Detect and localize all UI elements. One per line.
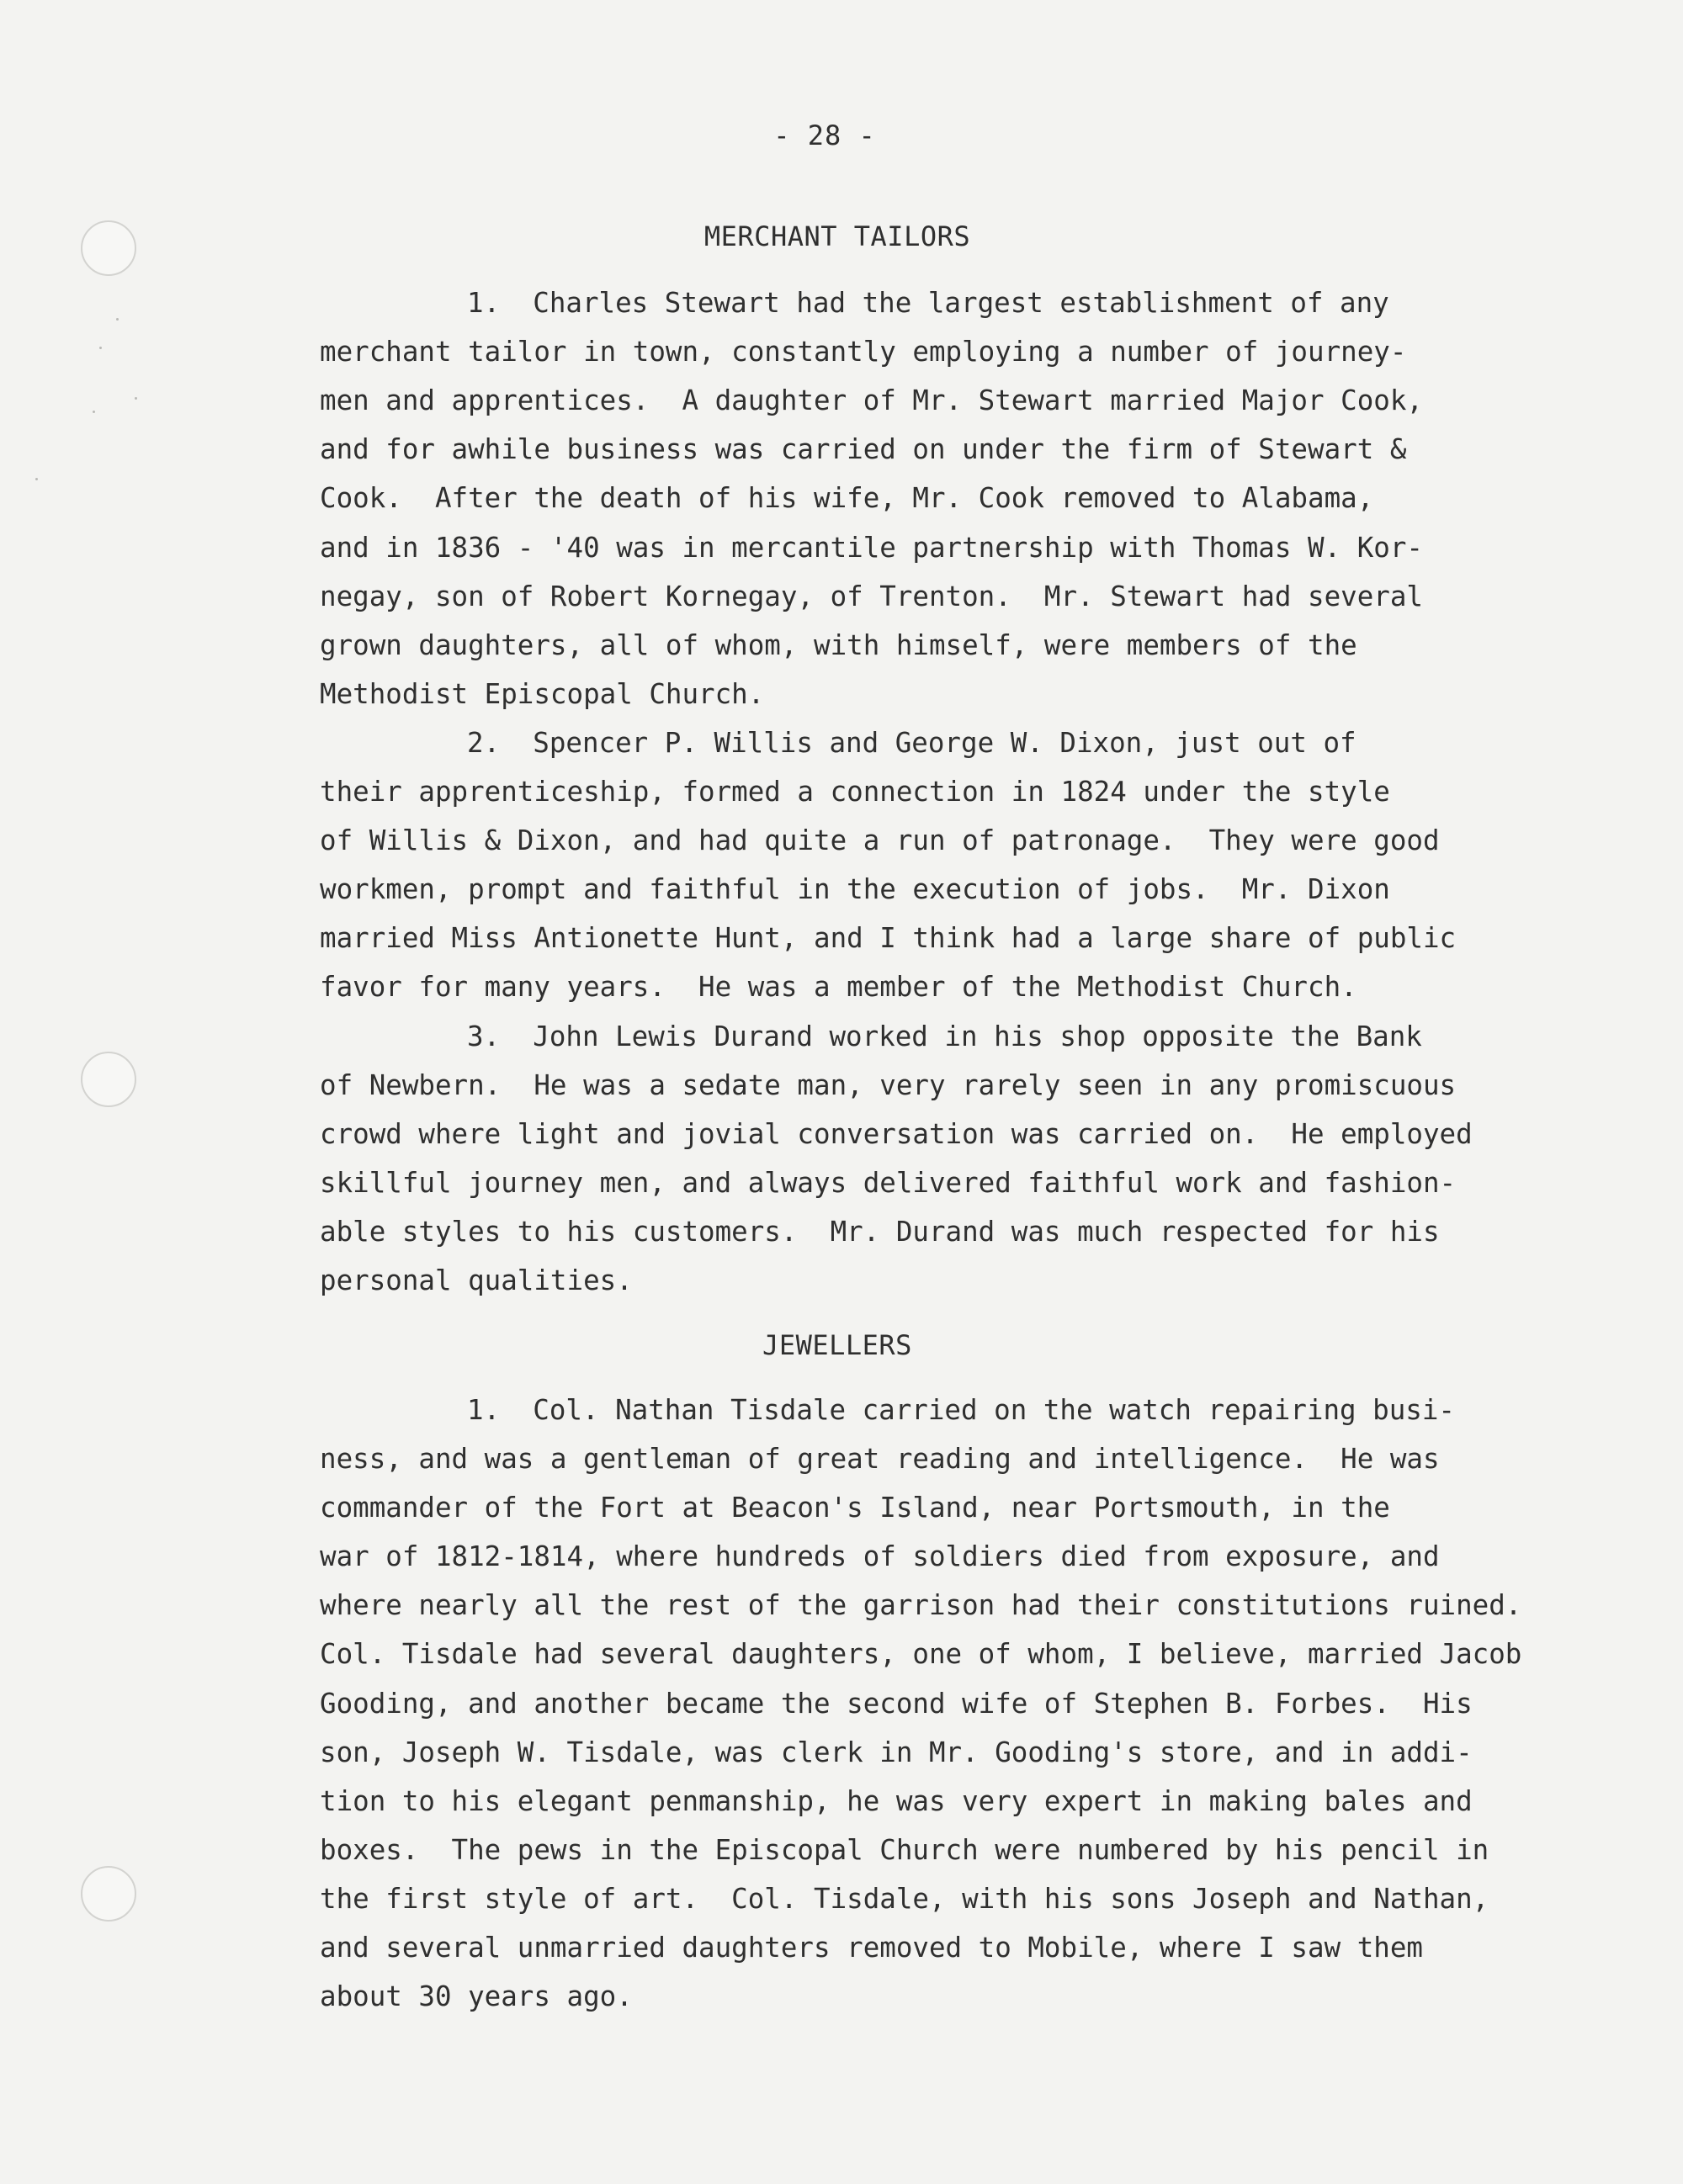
paragraph-line: married Miss Antionette Hunt, and I think had a large share of public xyxy=(320,922,1457,954)
scan-speck xyxy=(99,347,102,349)
paragraph-line: tion to his elegant penmanship, he was very expert in making bales and xyxy=(320,1785,1473,1817)
scan-speck xyxy=(135,397,137,400)
paragraph-line: crowd where light and jovial conversation was carried on. He employed xyxy=(320,1118,1473,1150)
paragraph-line: boxes. The pews in the Episcopal Church were numbered by his pencil in xyxy=(320,1834,1489,1866)
paragraph-first-line: 1. Col. Nathan Tisdale carried on the watch repairing busi- xyxy=(467,1394,1455,1426)
paragraph-line: men and apprentices. A daughter of Mr. Stewart married Major Cook, xyxy=(320,384,1423,416)
paragraph-line: personal qualities. xyxy=(320,1264,633,1296)
paragraph-first-line: 1. Charles Stewart had the largest establishment of any xyxy=(467,287,1389,319)
section-heading: JEWELLERS xyxy=(762,1329,912,1361)
paragraph-line: workmen, prompt and faithful in the execution of jobs. Mr. Dixon xyxy=(320,873,1390,905)
paragraph-line: ness, and was a gentleman of great reading and intelligence. He was xyxy=(320,1443,1440,1475)
paragraph-line: Cook. After the death of his wife, Mr. Cook removed to Alabama, xyxy=(320,482,1374,514)
paragraph-line: grown daughters, all of whom, with himself, were members of the xyxy=(320,629,1357,661)
paragraph-line: commander of the Fort at Beacon's Island, near Portsmouth, in the xyxy=(320,1492,1390,1524)
scan-speck xyxy=(116,318,119,321)
scan-speck xyxy=(35,478,38,480)
paragraph-line: Gooding, and another became the second wife of Stephen B. Forbes. His xyxy=(320,1688,1473,1720)
paragraph-line: of Willis & Dixon, and had quite a run of patronage. They were good xyxy=(320,824,1440,856)
paragraph-line: of Newbern. He was a sedate man, very rarely seen in any promiscuous xyxy=(320,1069,1457,1101)
scan-speck xyxy=(93,411,95,413)
paragraph-line: and in 1836 - '40 was in mercantile partnership with Thomas W. Kor- xyxy=(320,532,1423,564)
paragraph-line: merchant tailor in town, constantly employing a number of journey- xyxy=(320,336,1407,368)
paragraph-line: negay, son of Robert Kornegay, of Trenton. Mr. Stewart had several xyxy=(320,580,1423,612)
section-heading: MERCHANT TAILORS xyxy=(703,220,971,252)
paragraph-line: son, Joseph W. Tisdale, was clerk in Mr. Gooding's store, and in addi- xyxy=(320,1736,1473,1768)
paragraph-line: war of 1812-1814, where hundreds of soldiers died from exposure, and xyxy=(320,1540,1440,1572)
paragraph-line: Methodist Episcopal Church. xyxy=(320,678,765,710)
paragraph-line: where nearly all the rest of the garrison had their constitutions ruined. xyxy=(320,1589,1522,1621)
punch-hole-bottom xyxy=(81,1866,136,1922)
paragraph-line: and for awhile business was carried on under the firm of Stewart & xyxy=(320,433,1407,465)
page-number: - 28 - xyxy=(773,119,876,151)
paragraph-line: their apprenticeship, formed a connection in 1824 under the style xyxy=(320,776,1390,808)
paragraph-line: favor for many years. He was a member of the Methodist Church. xyxy=(320,971,1357,1003)
paragraph-line: able styles to his customers. Mr. Durand was much respected for his xyxy=(320,1216,1440,1248)
punch-hole-middle xyxy=(81,1052,136,1107)
paragraph-line: skillful journey men, and always delivered faithful work and fashion- xyxy=(320,1167,1457,1199)
paragraph-first-line: 3. John Lewis Durand worked in his shop opposite the Bank xyxy=(467,1020,1422,1052)
paragraph-line: about 30 years ago. xyxy=(320,1980,633,2012)
paragraph-line: and several unmarried daughters removed to Mobile, where I saw them xyxy=(320,1932,1423,1964)
paragraph-first-line: 2. Spencer P. Willis and George W. Dixon, just out of xyxy=(467,727,1356,759)
paragraph-line: the first style of art. Col. Tisdale, with his sons Joseph and Nathan, xyxy=(320,1883,1489,1915)
paragraph-line: Col. Tisdale had several daughters, one of whom, I believe, married Jacob xyxy=(320,1638,1522,1670)
